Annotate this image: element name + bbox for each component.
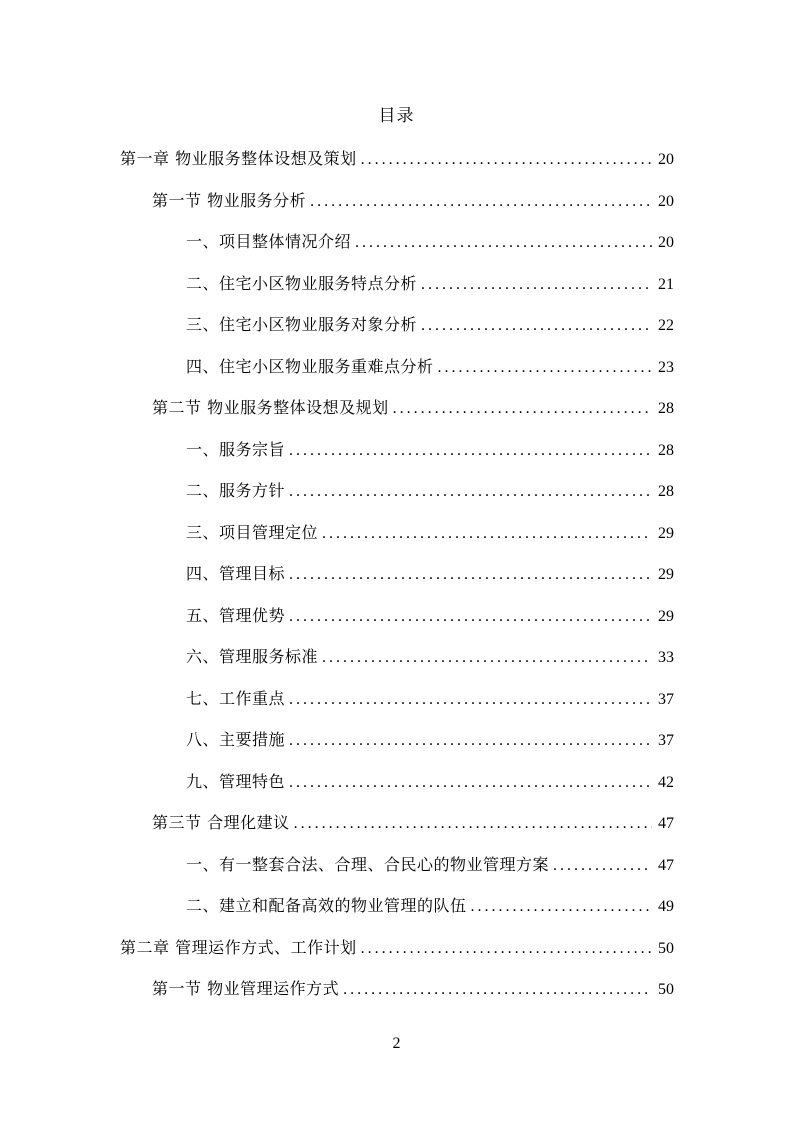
toc-entry-page: 29: [658, 525, 674, 542]
toc-dot-leader: [289, 770, 652, 796]
toc-entry-text: 二、住宅小区物业服务特点分析: [186, 274, 418, 293]
toc-entry[interactable]: [186, 478, 674, 504]
toc-entry[interactable]: [152, 810, 674, 836]
toc-entry-page: 29: [658, 566, 674, 583]
toc-title: 目录: [378, 106, 415, 126]
toc-entry[interactable]: [186, 769, 674, 795]
toc-entry-text: 四、住宅小区物业服务重难点分析: [186, 357, 434, 376]
toc-entry-text: 三、项目管理定位: [186, 523, 319, 542]
toc-entry-page: 21: [658, 276, 674, 293]
toc-entry[interactable]: [186, 852, 674, 878]
toc-dot-leader: [471, 894, 652, 920]
toc-entry[interactable]: [186, 686, 674, 712]
toc-entry-text: 第二章 管理运作方式、工作计划: [120, 938, 357, 957]
toc-entry-page: 50: [658, 940, 674, 957]
toc-dot-leader: [289, 479, 652, 505]
toc-entry[interactable]: [186, 727, 674, 753]
toc-entry[interactable]: [186, 520, 674, 546]
toc-entry-page: 22: [658, 317, 674, 334]
toc-entry-text: 六、管理服务标准: [186, 647, 319, 666]
toc-entry-text: 第一章 物业服务整体设想及策划: [120, 149, 357, 168]
toc-entry-text: 三、住宅小区物业服务对象分析: [186, 315, 418, 334]
page-number: 2: [392, 1035, 401, 1052]
toc-entry-page: 47: [658, 857, 674, 874]
toc-entry-text: 八、主要措施: [186, 730, 286, 749]
toc-entry[interactable]: [186, 893, 674, 919]
toc-entry-text: 第二节 物业服务整体设想及规划: [152, 398, 389, 417]
toc-dot-leader: [361, 147, 652, 173]
toc-entry-page: 37: [658, 691, 674, 708]
toc-entry-text: 一、有一整套合法、合理、合民心的物业管理方案: [186, 855, 550, 874]
toc-dot-leader: [289, 562, 652, 588]
toc-entry[interactable]: [186, 603, 674, 629]
toc-entry-page: 20: [658, 234, 674, 251]
toc-entry-text: 第一节 物业管理运作方式: [152, 979, 340, 998]
toc-entry-page: 28: [658, 442, 674, 459]
toc-entry-text: 二、建立和配备高效的物业管理的队伍: [186, 896, 467, 915]
toc-entry-text: 一、服务宗旨: [186, 440, 286, 459]
toc-entry-page: 28: [658, 400, 674, 417]
toc-entry-text: 七、工作重点: [186, 689, 286, 708]
toc-dot-leader: [343, 977, 652, 1003]
toc-entry-page: 28: [658, 483, 674, 500]
toc-entry[interactable]: [152, 976, 674, 1002]
toc-entry[interactable]: [120, 935, 674, 961]
toc-entry-page: 23: [658, 359, 674, 376]
toc-entry-text: 一、项目整体情况介绍: [186, 232, 352, 251]
toc-entry-page: 47: [658, 815, 674, 832]
toc-dot-leader: [289, 604, 652, 630]
toc-dot-leader: [289, 687, 652, 713]
toc-entry[interactable]: [152, 188, 674, 214]
toc-dot-leader: [421, 313, 652, 339]
toc-dot-leader: [438, 355, 652, 381]
toc-entry-page: 42: [658, 774, 674, 791]
toc-entry[interactable]: [186, 437, 674, 463]
toc-entry[interactable]: [186, 644, 674, 670]
toc-dot-leader: [393, 396, 652, 422]
toc-dot-leader: [355, 230, 652, 256]
toc-entry-page: 33: [658, 649, 674, 666]
toc-dot-leader: [289, 728, 652, 754]
toc-entry-page: 20: [658, 151, 674, 168]
toc-entry-text: 五、管理优势: [186, 606, 286, 625]
toc-entry-text: 第三节 合理化建议: [152, 813, 290, 832]
toc-entry[interactable]: [186, 312, 674, 338]
toc-entry-page: 50: [658, 981, 674, 998]
toc-entry-text: 九、管理特色: [186, 772, 286, 791]
toc-entry-text: 二、服务方针: [186, 481, 286, 500]
toc-dot-leader: [421, 272, 652, 298]
toc-dot-leader: [553, 853, 652, 879]
toc-dot-leader: [294, 811, 652, 837]
toc-entry[interactable]: [152, 395, 674, 421]
toc-entry[interactable]: [186, 354, 674, 380]
toc-dot-leader: [361, 936, 652, 962]
toc-dot-leader: [310, 189, 652, 215]
toc-entry-page: 20: [658, 193, 674, 210]
toc-entry-page: 37: [658, 732, 674, 749]
toc-entry-page: 29: [658, 608, 674, 625]
toc-entry[interactable]: [120, 146, 674, 172]
toc-entry[interactable]: [186, 561, 674, 587]
toc-dot-leader: [322, 521, 652, 547]
toc-entry-text: 四、管理目标: [186, 564, 286, 583]
toc-entry[interactable]: [186, 271, 674, 297]
toc-entry[interactable]: [186, 229, 674, 255]
toc-dot-leader: [289, 438, 652, 464]
toc-dot-leader: [322, 645, 652, 671]
toc-entry-text: 第一节 物业服务分析: [152, 191, 307, 210]
toc-entry-page: 49: [658, 898, 674, 915]
